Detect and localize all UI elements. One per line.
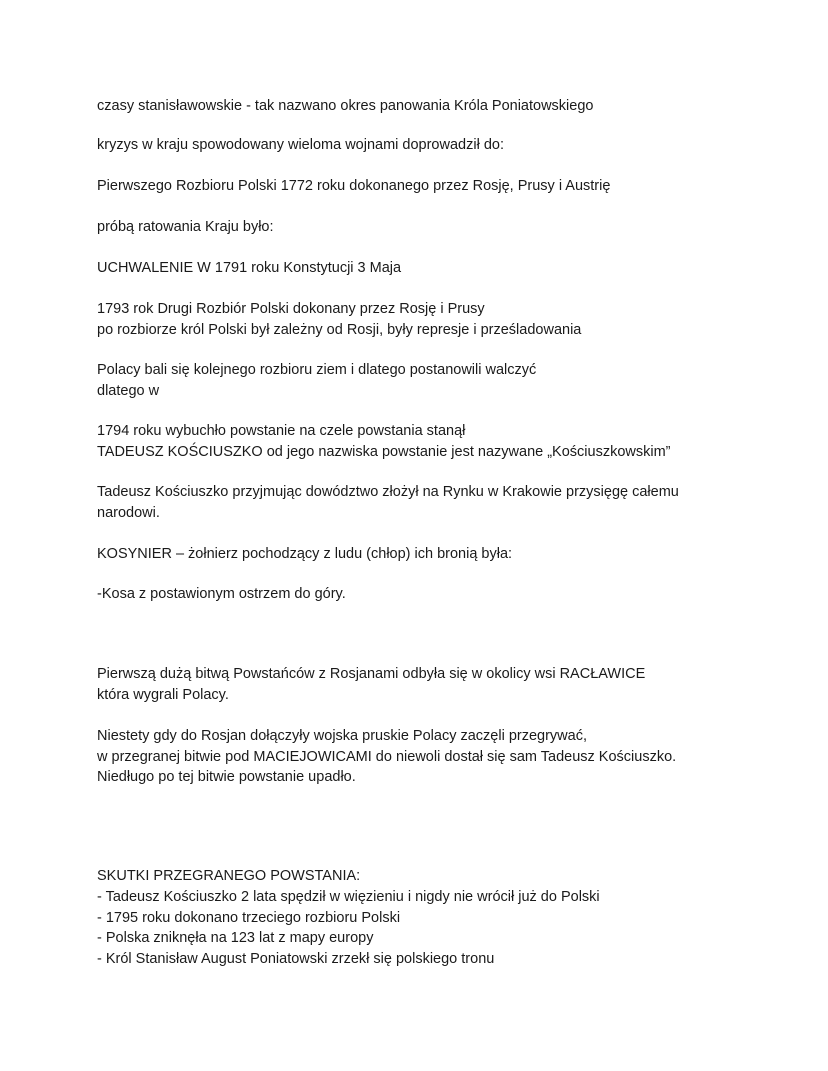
text-line: 1794 roku wybuchło powstanie na czele powstania stanął	[97, 423, 466, 439]
text-line: Niestety gdy do Rosjan dołączyły wojska pruskie Polacy zaczęli przegrywać,	[97, 728, 587, 744]
section-heading: SKUTKI PRZEGRANEGO POWSTANIA:	[97, 868, 361, 884]
text-line: KOSYNIER – żołnierz pochodzący z ludu (chłop) ich bronią była:	[97, 546, 513, 562]
text-line: TADEUSZ KOŚCIUSZKO od jego nazwiska powstanie jest nazywane „Kościuszkowskim”	[97, 444, 671, 460]
text-line: próbą ratowania Kraju było:	[97, 219, 274, 235]
text-line: UCHWALENIE W 1791 roku Konstytucji 3 Maja	[97, 260, 402, 276]
text-line: po rozbiorze król Polski był zależny od Rosji, były represje i prześladowania	[97, 322, 582, 338]
text-line: dlatego w	[97, 383, 160, 399]
list-item: - Tadeusz Kościuszko 2 lata spędził w więzieniu i nigdy nie wrócił już do Polski	[97, 889, 600, 905]
text-line: 1793 rok Drugi Rozbiór Polski dokonany przez Rosję i Prusy	[97, 301, 485, 317]
text-line: która wygrali Polacy.	[97, 687, 229, 703]
text-line: -Kosa z postawionym ostrzem do góry.	[97, 586, 346, 602]
text-line: Tadeusz Kościuszko przyjmując dowództwo złożył na Rynku w Krakowie przysięgę całemu	[97, 484, 679, 500]
text-line: Pierwszą dużą bitwą Powstańców z Rosjanami odbyła się w okolicy wsi RACŁAWICE	[97, 666, 646, 682]
text-line: w przegranej bitwie pod MACIEJOWICAMI do niewoli dostał się sam Tadeusz Kościuszko.	[97, 749, 677, 765]
text-line: Polacy bali się kolejnego rozbioru ziem i dlatego postanowili walczyć	[97, 362, 537, 378]
text-line: kryzys w kraju spowodowany wieloma wojnami doprowadził do:	[97, 137, 504, 153]
list-item: - 1795 roku dokonano trzeciego rozbioru Polski	[97, 910, 401, 926]
list-item: - Król Stanisław August Poniatowski zrzekł się polskiego tronu	[97, 951, 495, 967]
text-line: Pierwszego Rozbioru Polski 1772 roku dokonanego przez Rosję, Prusy i Austrię	[97, 178, 611, 194]
text-line: Niedługo po tej bitwie powstanie upadło.	[97, 769, 356, 785]
list-item: - Polska zniknęła na 123 lat z mapy europy	[97, 930, 374, 946]
text-line: narodowi.	[97, 505, 160, 521]
text-line: czasy stanisławowskie - tak nazwano okres panowania Króla Poniatowskiego	[97, 98, 594, 114]
